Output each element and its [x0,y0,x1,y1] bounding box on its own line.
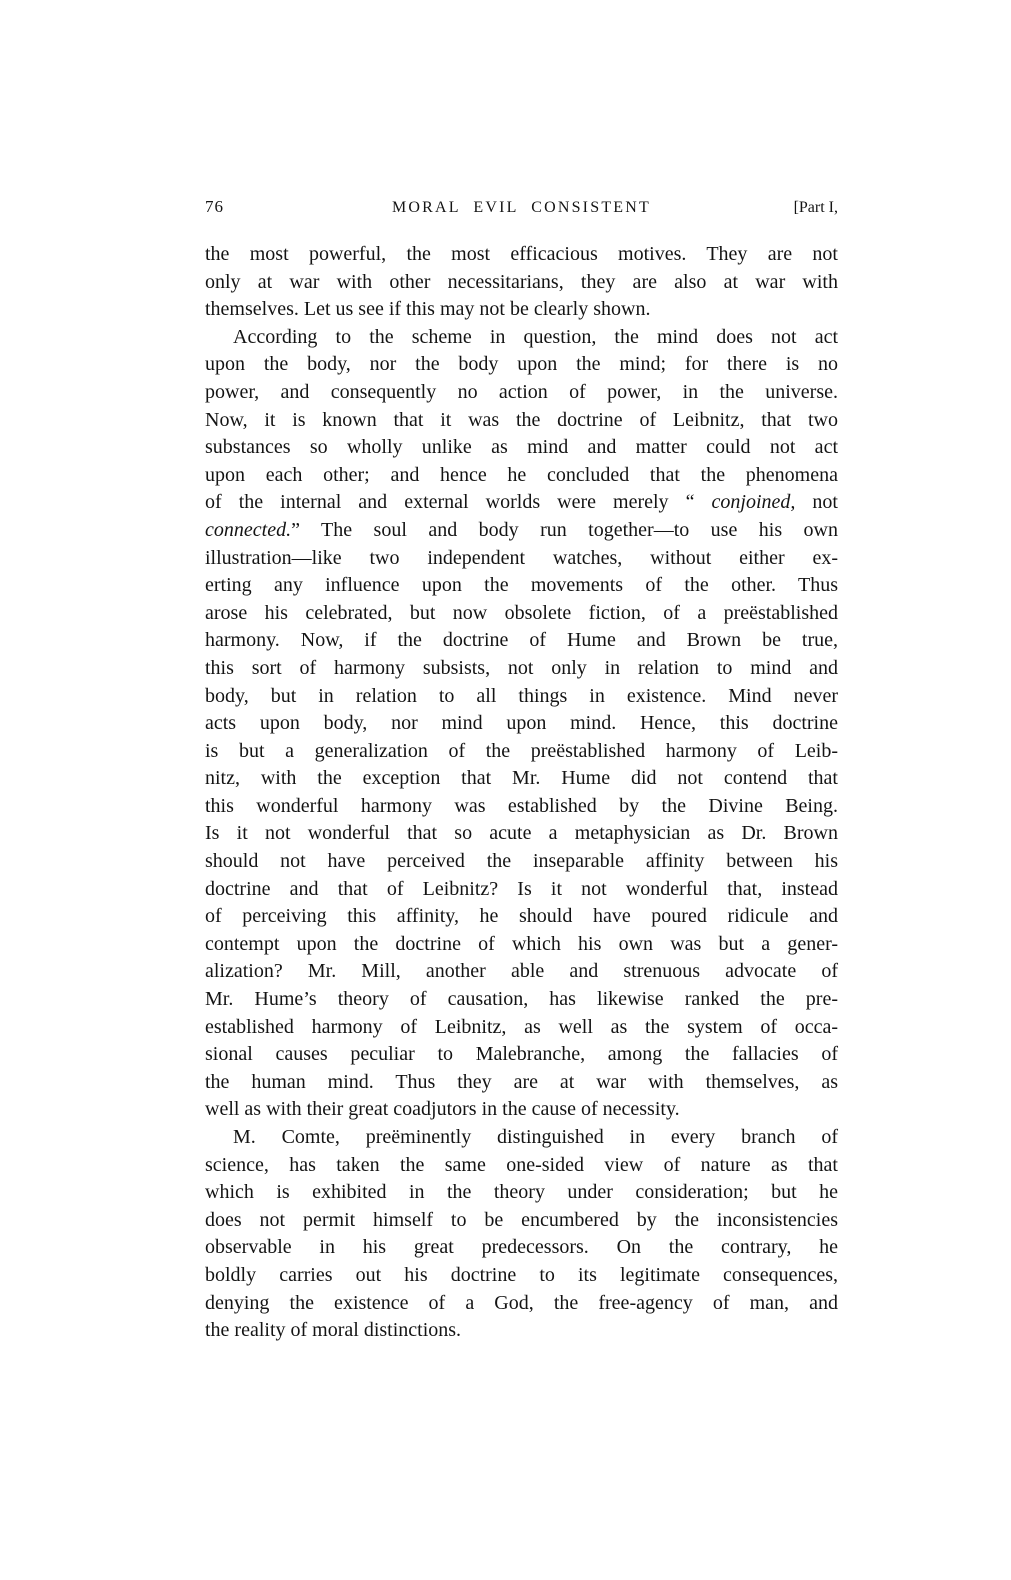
text-line: upon the body, nor the body upon the mind; for there is no [205,353,838,376]
text-line: of the internal and external worlds were merely “ conjoined, not [205,491,838,514]
text-line: acts upon body, nor mind upon mind. Hence, this doctrine [205,712,838,735]
text-line: this wonderful harmony was established by the Divine Being. [205,794,838,817]
text-line: Now, it is known that it was the doctrine of Leibnitz, that two [205,408,838,431]
text-line: science, has taken the same one-sided view of nature as that [205,1153,838,1176]
text-line: which is exhibited in the theory under consideration; but he [205,1181,838,1204]
text-block [205,197,838,1345]
part-label: [Part I, [793,199,838,216]
text-line: erting any influence upon the movements of the other. Thus [205,574,838,597]
text-line: doctrine and that of Leibnitz? Is it not wonderful that, instead [205,877,838,900]
text-line: themselves. Let us see if this may not be clearly shown. [205,298,651,321]
text-line: this sort of harmony subsists, not only in relation to mind and [205,656,838,679]
text-line: well as with their great coadjutors in the cause of necessity. [205,1098,680,1121]
text-line: body, but in relation to all things in existence. Mind never [205,684,838,707]
text-line: arose his celebrated, but now obsolete fiction, of a preëstablished [205,601,838,624]
text-line: only at war with other necessitarians, they are also at war with [205,270,838,293]
text-line: connected.” The soul and body run together—to use his own [205,518,838,541]
text-line: is but a generalization of the preëstablished harmony of Leib- [205,739,838,762]
text-line: upon each other; and hence he concluded that the phenomena [205,463,838,486]
text-line: sional causes peculiar to Malebranche, among the fallacies of [205,1043,838,1066]
text-line: substances so wholly unlike as mind and matter could not act [205,436,838,459]
paragraph [205,324,838,1124]
text-line: Is it not wonderful that so acute a metaphysician as Dr. Brown [205,822,838,845]
text-line: contempt upon the doctrine of which his own was but a gener- [205,932,838,955]
text-line: should not have perceived the inseparable affinity between his [205,850,838,873]
text-line: power, and consequently no action of power, in the universe. [205,380,838,403]
paragraph [205,241,838,324]
page-number: 76 [205,197,224,216]
text-line: of perceiving this affinity, he should have poured ridicule and [205,905,838,928]
text-line: the most powerful, the most efficacious motives. They are not [205,243,838,265]
text-line: nitz, with the exception that Mr. Hume did not contend that [205,767,838,790]
text-line: observable in his great predecessors. On the contrary, he [205,1236,838,1259]
text-line: M. Comte, preëminently distinguished in every branch of [233,1126,838,1148]
text-line: alization? Mr. Mill, another able and strenuous advocate of [205,960,838,983]
page-header [205,197,838,223]
text-line: established harmony of Leibnitz, as well as the system of occa- [205,1015,838,1038]
paragraph [205,1124,838,1345]
text-line: the human mind. Thus they are at war with themselves, as [205,1070,838,1093]
running-title: MORAL EVIL CONSISTENT [391,199,651,216]
text-line: denying the existence of a God, the free-agency of man, and [205,1291,838,1314]
text-line: According to the scheme in question, the mind does not act [233,325,838,348]
text-line: illustration—like two independent watches, without either ex- [205,546,838,569]
text-line: the reality of moral distinctions. [205,1319,462,1342]
text-line: does not permit himself to be encumbered by the inconsistencies [205,1208,838,1231]
text-line: boldly carries out his doctrine to its legitimate consequences, [205,1263,838,1286]
text-line: harmony. Now, if the doctrine of Hume and Brown be true, [205,629,838,652]
text-line: Mr. Hume’s theory of causation, has likewise ranked the pre- [205,988,838,1011]
page-body [205,241,838,1345]
